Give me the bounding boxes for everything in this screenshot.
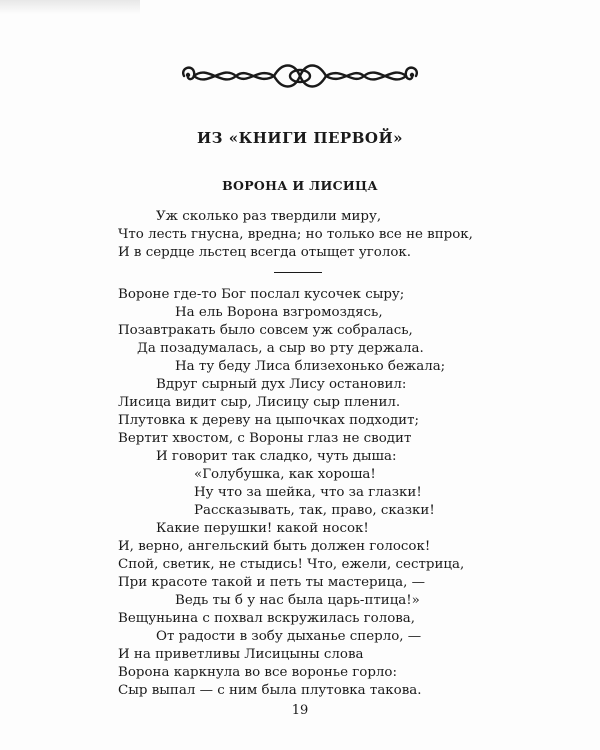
ornamental-scroll-icon — [178, 58, 422, 94]
poem-line: На ель Ворона взгромоздясь, — [175, 305, 383, 320]
poem-line: При красоте такой и петь ты мастерица, — — [118, 575, 426, 590]
poem-line: Какие перушки! какой носок! — [156, 521, 369, 536]
story-stanza — [118, 286, 464, 700]
poem-line: На ту беду Лиса близехонько бежала; — [175, 359, 446, 374]
poem-line: И в сердце льстец всегда отыщет уголок. — [118, 245, 412, 260]
poem-line: Ведь ты б у нас была царь-птица!» — [175, 593, 420, 608]
poem-line: И на приветливы Лисицыны слова — [118, 647, 364, 662]
poem-line: И говорит так сладко, чуть дыша: — [156, 449, 397, 464]
poem-line: Да позадумалась, а сыр во рту держала. — [137, 341, 424, 356]
fable-title: ВОРОНА И ЛИСИЦА — [222, 178, 378, 193]
book-section-title: ИЗ «КНИГИ ПЕРВОЙ» — [197, 129, 403, 147]
poem-line: Что лесть гнусна, вредна; но только все не впрок, — [118, 227, 473, 242]
poem-line: Вертит хвостом, с Вороны глаз не сводит — [118, 431, 412, 446]
poem-line: Рассказывать, так, право, сказки! — [194, 503, 435, 518]
poem-line: Ворона каркнула во все воронье горло: — [118, 665, 397, 680]
poem-line: Уж сколько раз твердили миру, — [156, 209, 382, 224]
poem-line: Вдруг сырный дух Лису остановил: — [156, 377, 407, 392]
poem-line: Сыр выпал — с ним была плутовка такова. — [118, 683, 422, 698]
poem-line: Плутовка к дереву на цыпочках подходит; — [118, 413, 420, 428]
poem-line: Лисица видит сыр, Лисицу сыр пленил. — [118, 395, 401, 410]
poem-line: Спой, светик, не стыдись! Что, ежели, сестрица, — [118, 557, 465, 572]
page-number: 19 — [291, 703, 309, 718]
stanza-divider — [274, 272, 322, 273]
poem-line: «Голубушка, как хороша! — [194, 467, 376, 482]
poem-line: Вороне где-то Бог послал кусочек сыру; — [118, 287, 405, 302]
poem-line: Вещуньина с похвал вскружилась голова, — [118, 611, 416, 626]
page-corner-shadow — [0, 0, 140, 14]
moral-stanza — [118, 208, 473, 262]
poem-line: И, верно, ангельский быть должен голосок! — [118, 539, 431, 554]
poem-line: Ну что за шейка, что за глазки! — [194, 485, 422, 500]
poem-line: От радости в зобу дыханье сперло, — — [156, 629, 422, 644]
poem-line: Позавтракать было совсем уж собралась, — [118, 323, 413, 338]
